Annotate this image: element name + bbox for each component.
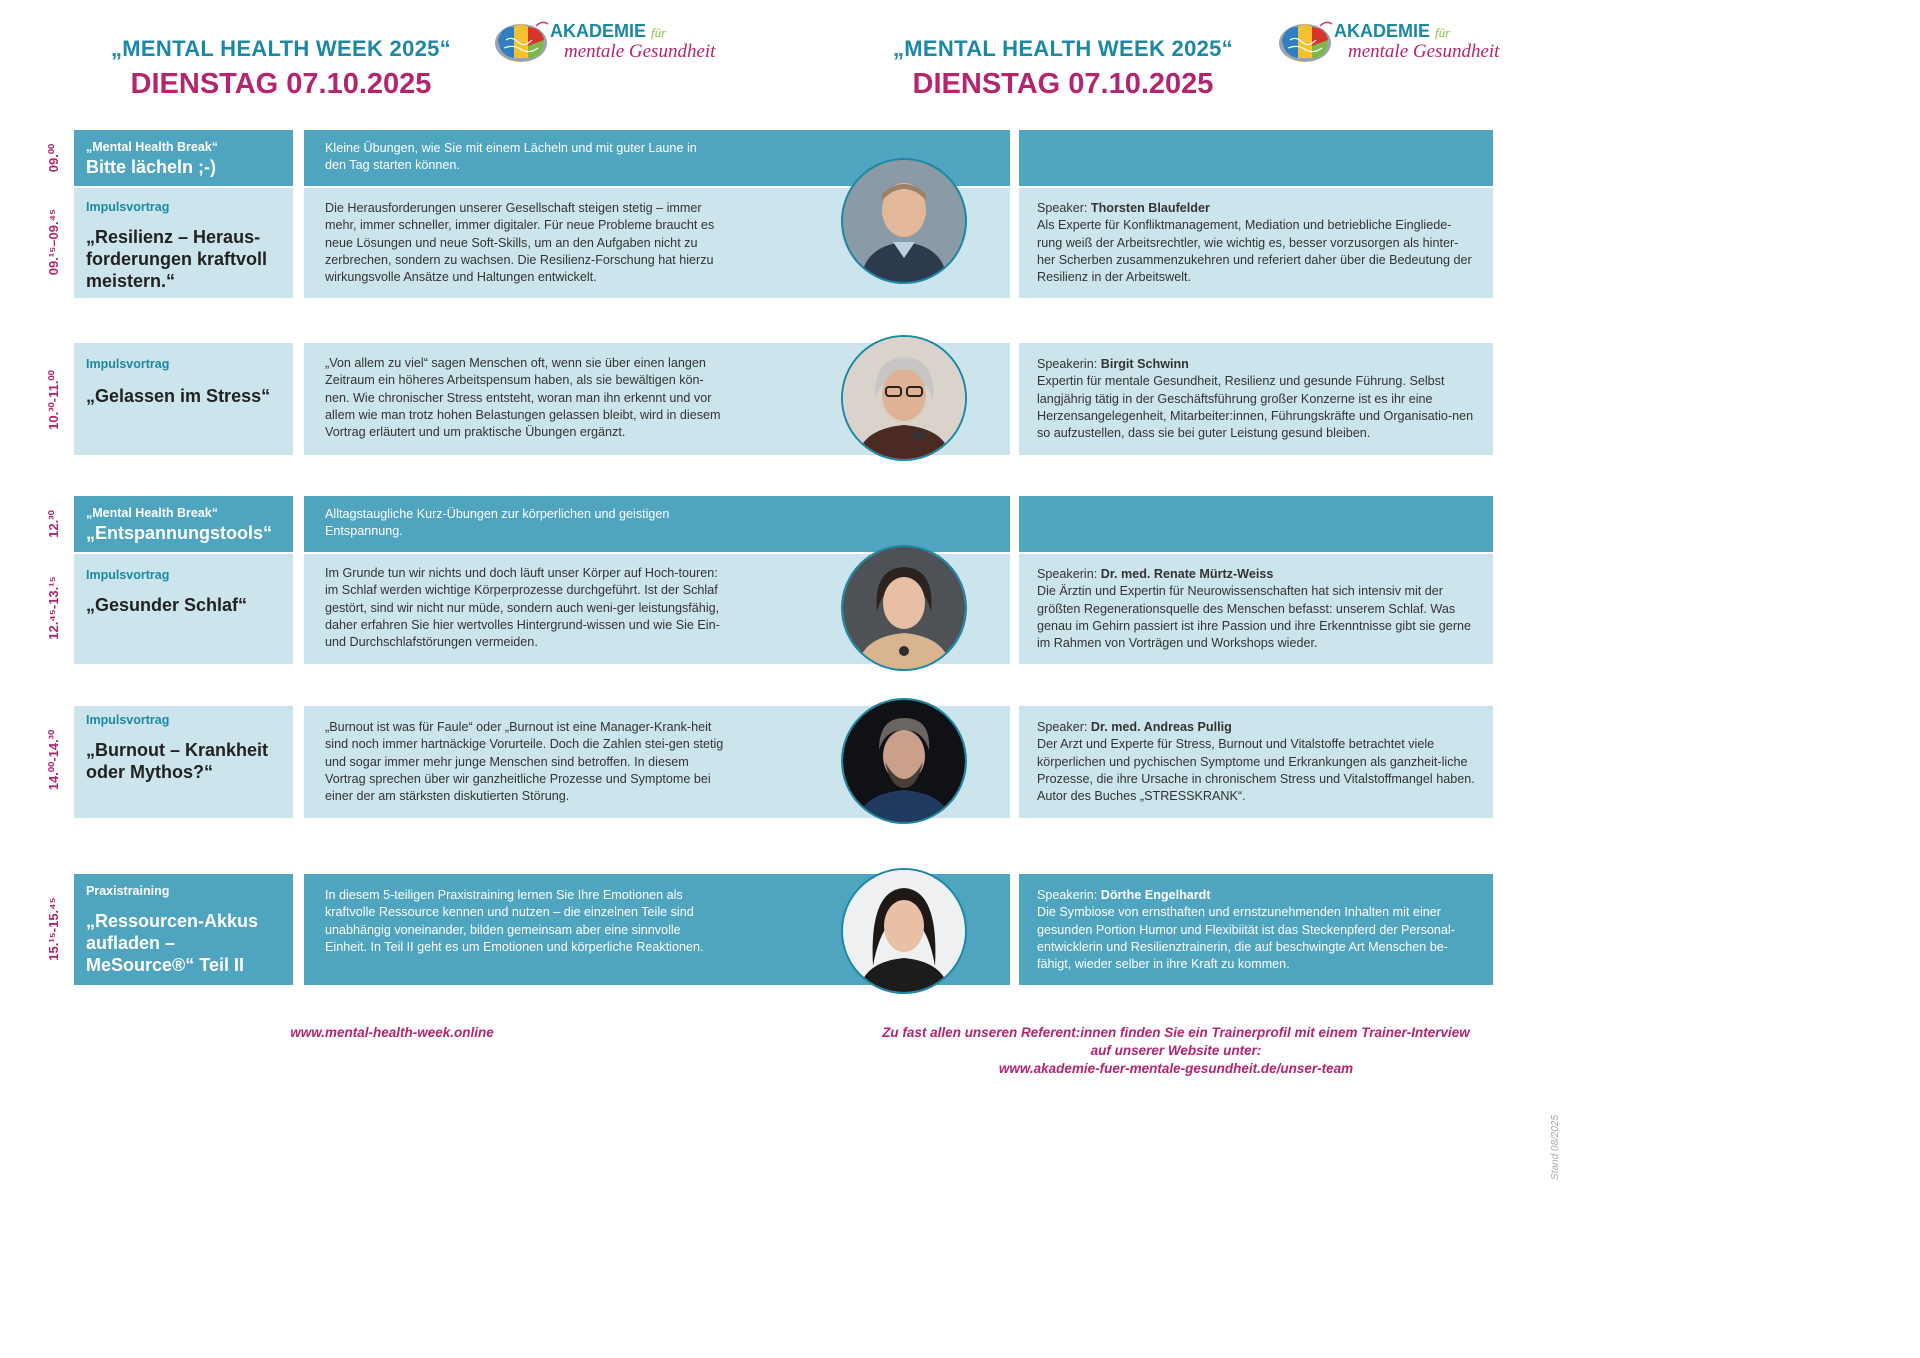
session-kicker: Impulsvortrag <box>86 713 170 727</box>
session-description: „Burnout ist was für Faule“ oder „Burnout ist eine Manager-Krank-heit sind noch immer hartnäckige Vorurteile. Doch die Zahlen stei-gen stetig und sogar immer mehr junge Menschen sind betroffen. In diesem Vortrag sprechen über wir ganzheitliche Prozesse und Symptome bei einer der am stärksten diskutierten Störung. <box>325 720 724 804</box>
session-title-box <box>74 188 293 298</box>
footer-trainer-line1: Zu fast allen unseren Referent:innen finden Sie ein Trainerprofil mit einem Trainer-Interview <box>882 1025 1470 1040</box>
time-label: 09.¹⁵–09.⁴⁵ <box>46 208 61 276</box>
speaker-photo <box>841 335 967 461</box>
session-title-box <box>74 130 293 186</box>
speaker-name: Dr. med. Renate Mürtz-Weiss <box>1100 567 1274 581</box>
header-left <box>71 36 491 101</box>
session-title: „Resilienz – Heraus-forderungen kraftvoll meistern.“ <box>86 227 268 291</box>
session-description-box <box>304 496 1010 552</box>
footer-trainer-line2: auf unserer Website unter: <box>1090 1043 1262 1058</box>
speaker-box <box>1019 188 1493 298</box>
date-title: DIENSTAG 07.10.2025 <box>912 68 1214 100</box>
footer-trainer-url[interactable]: www.akademie-fuer-mentale-gesundheit.de/unser-team <box>998 1061 1354 1076</box>
date-title: DIENSTAG 07.10.2025 <box>130 68 432 100</box>
speaker-bio: Der Arzt und Experte für Stress, Burnout und Vitalstoffe betrachtet viele körperlichen und pychischen Symptome und Erkrankungen als ganzheit-liche Prozesse, die ihre Ursache in chronischem Stress und Vitalstoffmangel haben. Autor des Buches „STRESSKRANK“. <box>1037 737 1475 804</box>
session-description: „Von allem zu viel“ sagen Menschen oft, wenn sie über einen langen Zeitraum ein höheres Arbeitspensum haben, als sie bewältigen kön-nen. Wie chronischer Stress entsteht, woran man ihn erkennt und vor allem wie man trotz hohen Belastungen gelassen bleibt, wird in diesem Vortrag erläutert und um praktische Übungen ergänzt. <box>325 356 721 440</box>
speaker-box <box>1019 874 1493 985</box>
logo-fuer: für <box>651 24 667 40</box>
brain-logo-icon <box>492 18 550 64</box>
academy-logo <box>1276 18 1499 64</box>
session-title-box <box>74 706 293 818</box>
stand-note: Stand 08/2025 <box>1550 1114 1561 1180</box>
session-description: Kleine Übungen, wie Sie mit einem Lächeln und mit guter Laune in den Tag starten können. <box>325 141 697 173</box>
session-kicker: „Mental Health Break“ <box>86 506 218 520</box>
session-description: Im Grunde tun wir nichts und doch läuft unser Körper auf Hoch-touren: im Schlaf werden wichtige Körperprozesse durchgeführt. Ist der Schlaf gestört, sind wir nicht nur müde, sondern auch weni-ger leistungsfähig, daher erfahren Sie hier wertvolles Hintergrund-wissen und wie Sie Ein- und Durchschlafstörungen vermeiden. <box>325 566 720 650</box>
speaker-box-empty <box>1019 496 1493 552</box>
session-kicker: „Mental Health Break“ <box>86 140 218 154</box>
footer-trainer-info <box>870 1024 1482 1078</box>
time-label: 12.⁴⁵-13.¹⁵ <box>46 576 61 640</box>
logo-line2: mentale Gesundheit <box>1348 40 1500 62</box>
speaker-role: Speakerin: <box>1037 357 1098 371</box>
speaker-photo <box>841 158 967 284</box>
session-kicker: Impulsvortrag <box>86 357 170 371</box>
speaker-name: Dr. med. Andreas Pullig <box>1090 720 1232 734</box>
session-description: Alltagstaugliche Kurz-Übungen zur körperlichen und geistigen Entspannung. <box>325 507 670 539</box>
portrait-woman-icon <box>843 870 965 992</box>
time-label: 09.⁰⁰ <box>46 143 61 173</box>
time-label: 14.⁰⁰-14.³⁰ <box>46 729 61 791</box>
speaker-bio: Als Experte für Konfliktmanagement, Mediation und betriebliche Eingliede-rung weiß der Arbeitsrechtler, wie wichtig es, besser vorzusorgen als hinter-her Scherben zusammenzukehren und referiert daher über die Bedeutung der Resilienz in der Arbeitswelt. <box>1037 218 1472 285</box>
logo-line1: AKADEMIE <box>1334 20 1431 41</box>
header-right <box>853 36 1273 101</box>
portrait-woman-icon <box>843 547 965 669</box>
speaker-name: Thorsten Blaufelder <box>1090 201 1210 215</box>
speaker-bio: Die Symbiose von ernsthaften und ernstzunehmenden Inhalten mit einer gesunden Portion Humor und Flexibiität ist das Steckenpferd der Personal-entwicklerin und Resilienztrainerin, die auf beschwingte Art Menschen be-fähigt, wieder selber in ihre Kraft zu kommen. <box>1037 905 1455 972</box>
session-title: „Entspannungstools“ <box>86 523 272 543</box>
speaker-role: Speakerin: <box>1037 888 1098 902</box>
speaker-box <box>1019 706 1493 818</box>
session-description: In diesem 5-teiligen Praxistraining lernen Sie Ihre Emotionen als kraftvolle Ressource kennen und nutzen – die einzelnen Teile sind unabhängig voneinander, bilden gemeinsam aber eine sinnvolle Einheit. In Teil II geht es um Emotionen und körperliche Reaktionen. <box>325 888 704 954</box>
portrait-man-icon <box>843 700 965 822</box>
session-title: „Burnout – Krankheit oder Mythos?“ <box>86 740 269 782</box>
session-title-box <box>74 343 293 455</box>
session-description: Die Herausforderungen unserer Gesellschaft steigen stetig – immer mehr, immer schneller, immer digitaler. Für neue Probleme braucht es neue Lösungen und neue Soft-Skills, um an den Aufgaben nicht zu zerbrechen, sondern zu wachsen. Die Resilienz-Forschung hat hierzu wirkungsvolle Ansätze und Haltungen entwickelt. <box>325 201 715 285</box>
time-label: 15.¹⁵-15.⁴⁵ <box>46 897 61 961</box>
logo-fuer: für <box>1435 24 1451 40</box>
speaker-bio: Die Ärztin und Expertin für Neurowissenschaften hat sich intensiv mit der größten Regenerationsquelle des Menschen befasst: unserem Schlaf. Was genau im Gehirn passiert ist ihre Passion und ihre Erkenntnisse gibt sie gerne im Rahmen von Vorträgen und Workshops wieder. <box>1037 584 1472 651</box>
session-title-box <box>74 874 293 985</box>
brain-logo-icon <box>1276 18 1334 64</box>
speaker-role: Speaker: <box>1037 201 1088 215</box>
session-kicker: Praxistraining <box>86 884 170 898</box>
speaker-bio: Expertin für mentale Gesundheit, Resilienz und gesunde Führung. Selbst langjährig tätig in der Geschäftsführung großer Konzerne ist es ihr eine Herzensangelegenheit, Mitarbeiter:innen, Führungskräfte und Organisatio-nen so aufzustellen, dass sie bei guter Leistung gesund bleiben. <box>1037 374 1474 441</box>
portrait-man-icon <box>843 160 965 282</box>
time-label: 10.³⁰-11.⁰⁰ <box>46 370 61 430</box>
session-kicker: Impulsvortrag <box>86 568 170 582</box>
session-title: „Gesunder Schlaf“ <box>86 595 248 615</box>
speaker-photo <box>841 868 967 994</box>
session-title-box <box>74 496 293 552</box>
time-label: 12.³⁰ <box>46 510 61 538</box>
session-title: Bitte lächeln ;-) <box>86 157 217 177</box>
session-kicker: Impulsvortrag <box>86 200 170 214</box>
speaker-name: Birgit Schwinn <box>1100 357 1189 371</box>
logo-line2: mentale Gesundheit <box>564 40 716 62</box>
academy-logo <box>492 18 715 64</box>
speaker-role: Speakerin: <box>1037 567 1098 581</box>
logo-line1: AKADEMIE <box>550 20 647 41</box>
event-title: „MENTAL HEALTH WEEK 2025“ <box>111 36 451 61</box>
session-title: „Ressourcen-Akkus aufladen – MeSource®“ Teil II <box>86 911 259 975</box>
session-title-box <box>74 554 293 664</box>
speaker-name: Dörthe Engelhardt <box>1100 888 1211 902</box>
speaker-box-empty <box>1019 130 1493 186</box>
speaker-role: Speaker: <box>1037 720 1088 734</box>
speaker-box <box>1019 554 1493 664</box>
footer-website[interactable]: www.mental-health-week.online <box>290 1025 494 1040</box>
session-title: „Gelassen im Stress“ <box>86 386 271 406</box>
speaker-photo <box>841 545 967 671</box>
speaker-photo <box>841 698 967 824</box>
speaker-box <box>1019 343 1493 455</box>
portrait-woman-icon <box>843 337 965 459</box>
event-title: „MENTAL HEALTH WEEK 2025“ <box>893 36 1233 61</box>
